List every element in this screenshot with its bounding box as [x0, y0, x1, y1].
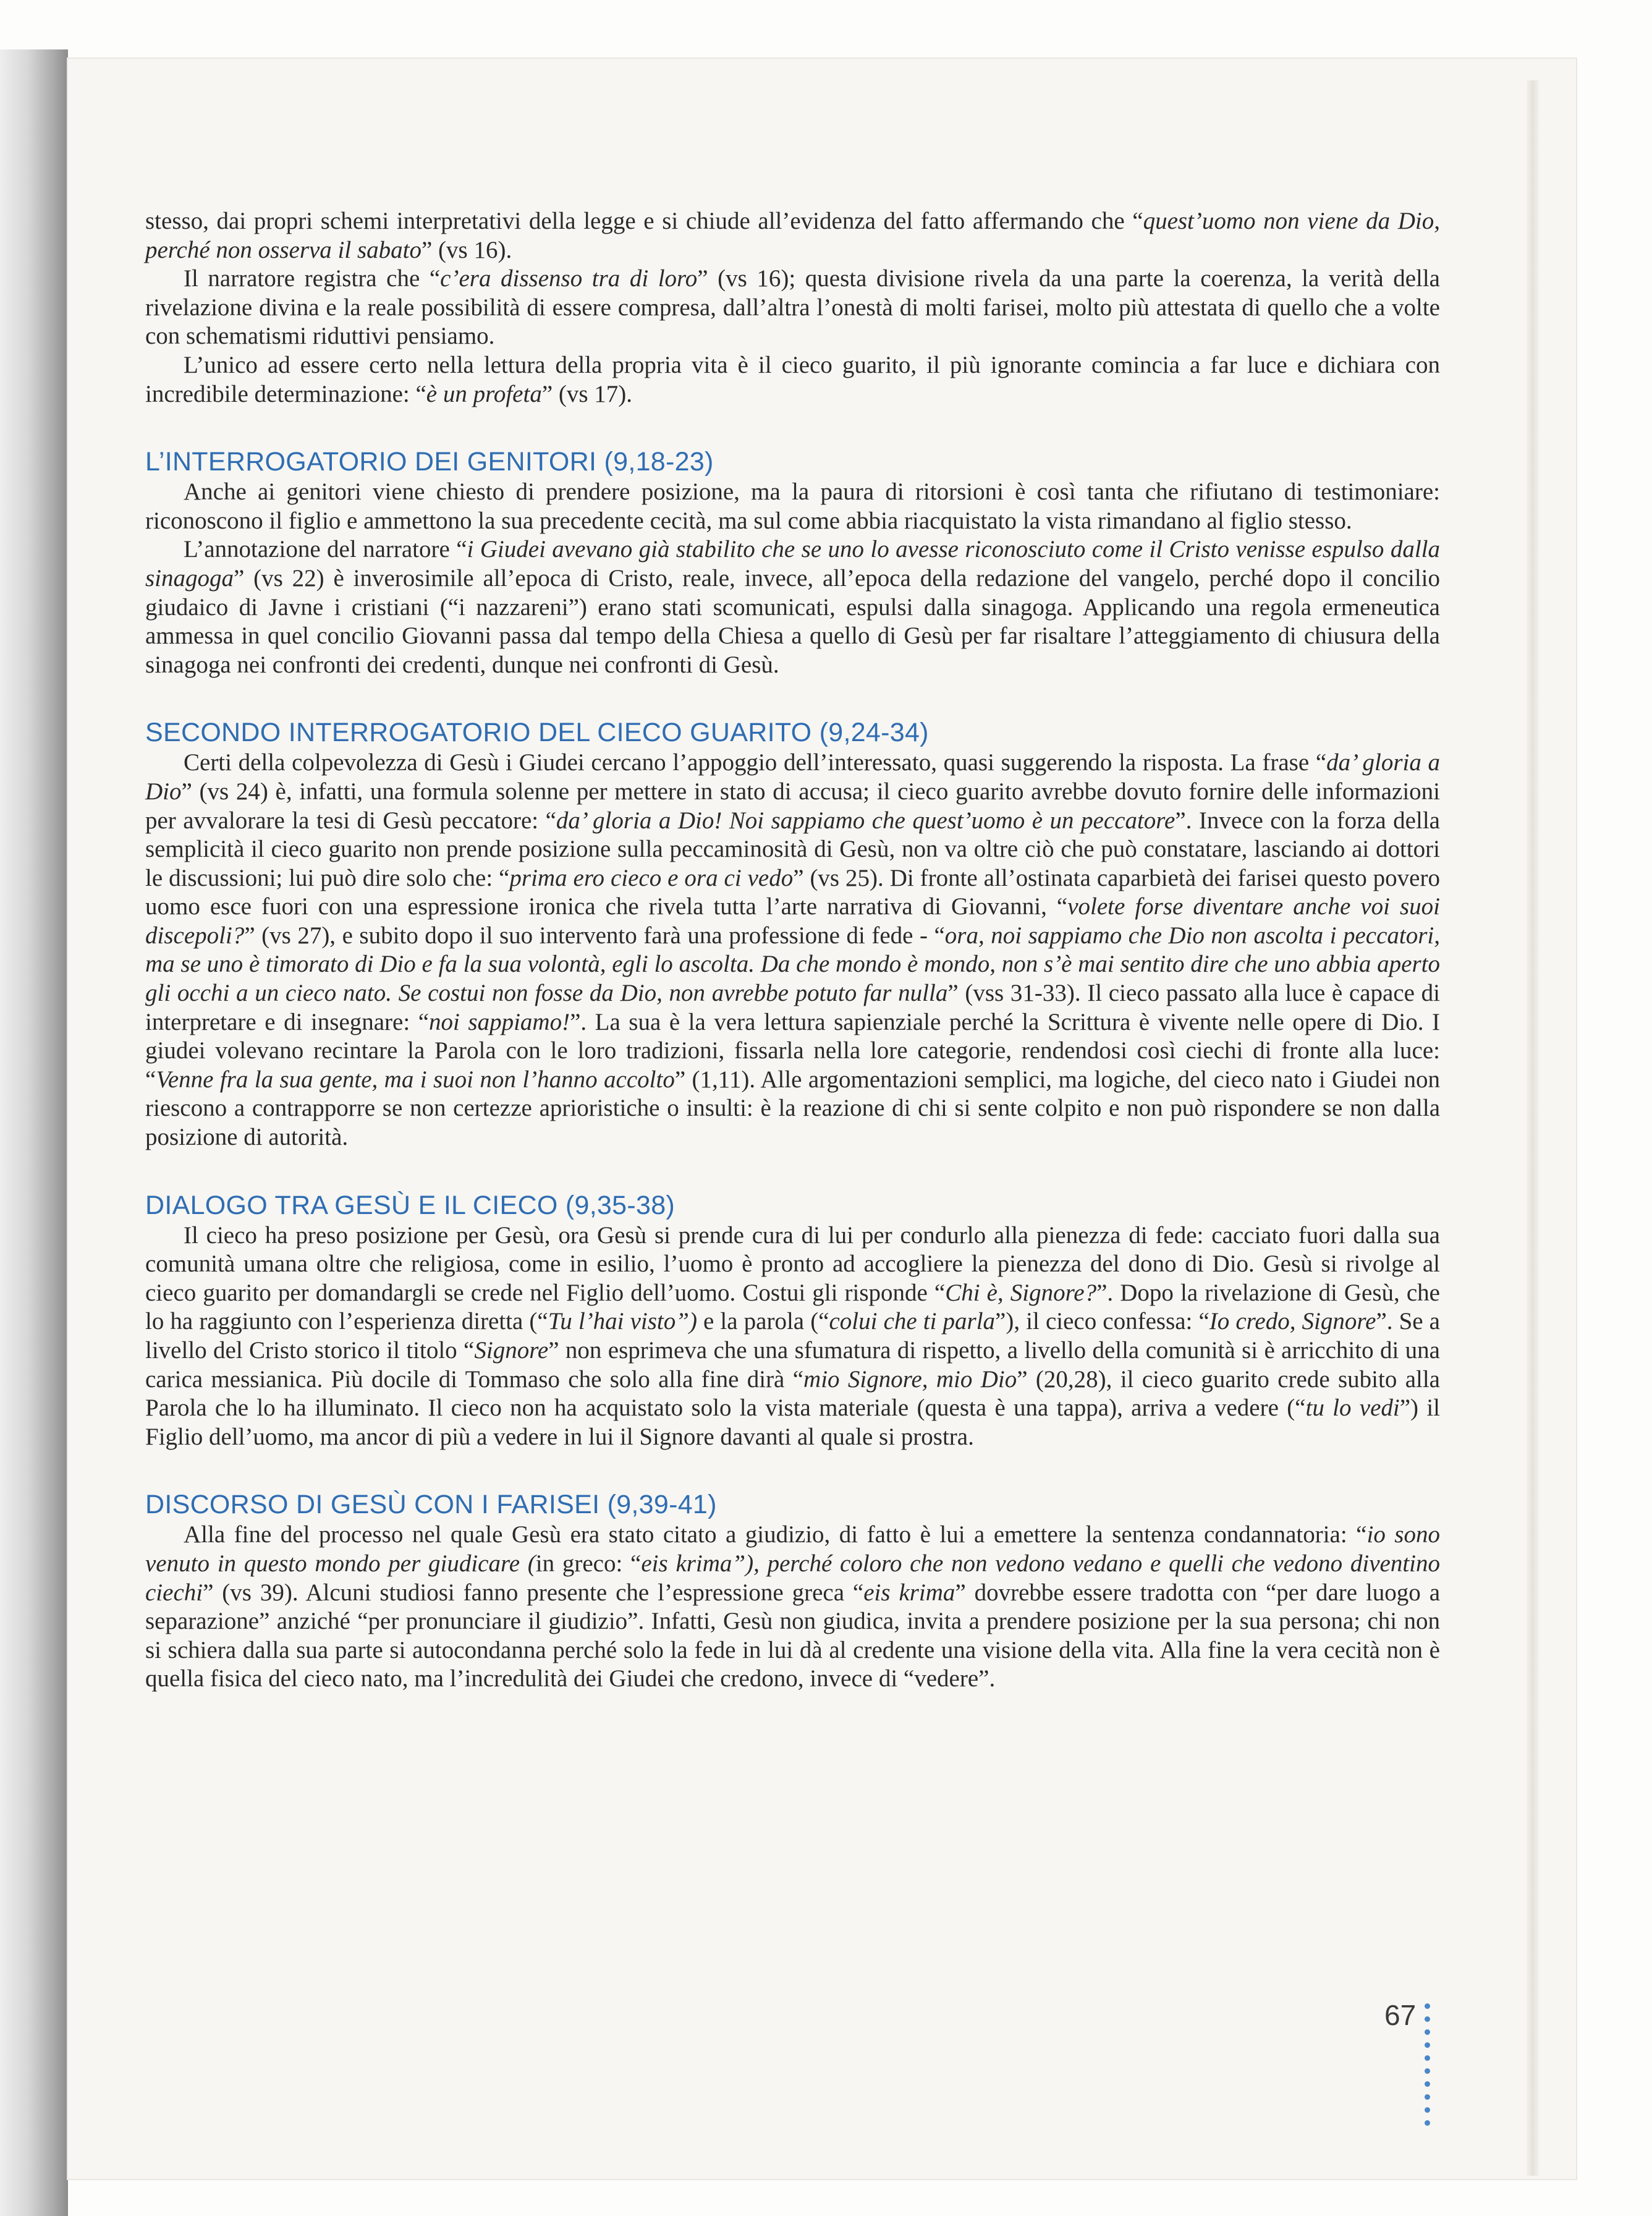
page-footer [1384, 2000, 1430, 2133]
paragraph: Certi della colpevolezza di Gesù i Giudei cercano l’appoggio dell’interessato, quasi suggerendo la risposta. La frase “da’ gloria a Dio” (vs 24) è, infatti, una formula solenne per mettere in stato di accusa; il cieco guarito avrebbe dovuto fornire delle informazioni per avvalorare la tesi di Gesù peccatore: “da’ gloria a Dio! Noi sappiamo che quest’uomo è un peccatore”. Invece con la forza della semplicità il cieco guarito non prende posizione sulla peccaminosità di Gesù, non va oltre ciò che può constatare, lasciando ai dottori le discussioni; lui può dire solo che: “prima ero cieco e ora ci vedo” (vs 25). Di fronte all’ostinata caparbietà dei farisei questo povero uomo esce fuori con una espressione ironica che rivela tutta l’arte narrativa di Giovanni, “volete forse diventare anche voi suoi discepoli?” (vs 27), e subito dopo il suo intervento farà una professione di fede - “ora, noi sappiamo che Dio non ascolta i peccatori, ma se uno è timorato di Dio e fa la sua volontà, egli lo ascolta. Da che mondo è mondo, non s’è mai sentito dire che uno abbia aperto gli occhi a un cieco nato. Se costui non fosse da Dio, non avrebbe potuto far nulla” (vss 31-33). Il cieco passato alla luce è capace di interpretare e di insegnare: “noi sappiamo!”. La sua è la vera lettura sapienziale perché la Scrittura è vivente nelle opere di Dio. I giudei volevano recintare la Parola con le loro tradizioni, fissarla nella lore categorie, rendendosi così ciechi di fronte alla luce: “Venne fra la sua gente, ma i suoi non l’hanno accolto” (1,11). Alle argomentazioni semplici, ma logiche, del cieco nato i Giudei non riescono a contrapporre se non certezze aprioristiche o insulti: è la reazione di chi si sente colpito e non può rispondere se non dalla posizione di autorità. [145, 749, 1441, 1151]
section-heading: DIALOGO TRA GESÙ E IL CIECO (9,35-38) [145, 1190, 676, 1220]
page-number: 67 [1384, 1999, 1417, 2031]
paragraph: stesso, dai propri schemi interpretativi della legge e si chiude all’evidenza del fatto affermando che “quest’uomo non viene da Dio, perché non osserva il sabato” (vs 16). [145, 208, 1440, 263]
paragraph: L’unico ad essere certo nella lettura della propria vita è il cieco guarito, il più ignorante comincia a far luce e dichiara con incredibile determinazione: “è un profeta” (vs 17). [145, 351, 1440, 407]
paragraph: Anche ai genitori viene chiesto di prendere posizione, ma la paura di ritorsioni è così tanta che rifiutano di testimoniare: riconoscono il figlio e ammettono la sua precedente cecità, ma sul come abbia riacquistato la vista rimandano al figlio stesso. [145, 478, 1440, 534]
decorative-dot [1425, 2068, 1430, 2074]
decorative-dot [1425, 2029, 1430, 2035]
decorative-dot [1425, 2042, 1430, 2048]
decorative-dot [1425, 2120, 1430, 2126]
paragraph: Il cieco ha preso posizione per Gesù, ora Gesù si prende cura di lui per condurlo alla pienezza di fede: cacciato fuori dalla sua comunità umana oltre che religiosa, come in esilio, l’uomo è pronto ad accogliere la pienezza del dono di Dio. Gesù si rivolge al cieco guarito per domandargli se crede nel Figlio dell’uomo. Costui gli risponde “Chi è, Signore?”. Dopo la rivelazione di Gesù, che lo ha raggiunto con l’esperienza diretta (“Tu l’hai visto”) e la parola (“colui che ti parla”), il cieco confessa: “Io credo, Signore”. Se a livello del Cristo storico il titolo “Signore” non esprimeva che una sfumatura di rispetto, a livello della comunità si è arricchito di una carica messianica. Più docile di Tommaso che solo alla fine dirà “mio Signore, mio Dio” (20,28), il cieco guarito crede subito alla Parola che lo ha illuminato. Il cieco non ha acquistato solo la vista materiale (questa è una tappa), arriva a vedere (“tu lo vedi”) il Figlio dell’uomo, ma ancor di più a vedere in lui il Signore davanti al quale si prostra. [145, 1221, 1440, 1450]
section-heading: DISCORSO DI GESÙ CON I FARISEI (9,39-41) [145, 1490, 717, 1520]
paragraph: Alla fine del processo nel quale Gesù era stato citato a giudizio, di fatto è lui a emettere la sentenza condannatoria: “io sono venuto in questo mondo per giudicare (in greco: “eis krima”), perché coloro che non vedono vedano e quelli che vedono diventino ciechi” (vs 39). Alcuni studiosi fanno presente che l’espressione greca “eis krima” dovrebbe essere tradotta con “per dare luogo a separazione” anziché “per pronunciare il giudizio”. Infatti, Gesù non giudica, invita a prendere posizione per la sua persona; chi non si schiera dalla sua parte si autocondanna perché solo la fede in lui dà al credente una visione della vita. Alla fine la vera cecità non è quella fisica del cieco nato, ma l’incredulità dei Giudei che credono, invece di “vedere”. [145, 1521, 1441, 1692]
decorative-dot [1425, 2016, 1430, 2022]
section-heading: SECONDO INTERROGATORIO DEL CIECO GUARITO (9,24-34) [145, 718, 929, 748]
decorative-dot [1425, 2081, 1430, 2087]
decorative-dot [1425, 2003, 1430, 2009]
article-body [145, 207, 1440, 1694]
section-heading: L’INTERROGATORIO DEI GENITORI (9,18-23) [145, 447, 714, 477]
binding-fold [0, 49, 68, 2216]
paragraph: Il narratore registra che “c’era dissenso tra di loro” (vs 16); questa divisione rivela da una parte la coerenza, la verità della rivelazione divina e la reale possibilità di essere compresa, dall’altra l’onestà di molti farisei, molto più attestata di quello che a volte con schematismi riduttivi pensiamo. [145, 265, 1440, 350]
paragraph: L’annotazione del narratore “i Giudei avevano già stabilito che se uno lo avesse riconosciuto come il Cristo venisse espulso dalla sinagoga” (vs 22) è inverosimile all’epoca di Cristo, reale, invece, all’epoca della redazione del vangelo, perché dopo il concilio giudaico di Javne i cristiani (“i nazzareni”) erano stati scomunicati, espulsi dalla sinagoga. Applicando una regola ermeneutica ammessa in quel concilio Giovanni passa dal tempo della Chiesa a quello di Gesù per far risaltare l’atteggiamento di chiusura della sinagoga nei confronti dei credenti, dunque nei confronti di Gesù. [145, 536, 1440, 678]
decorative-dot [1425, 2107, 1430, 2113]
decorative-dot [1425, 2055, 1430, 2061]
decorative-dot [1425, 2094, 1430, 2100]
decorative-dots [1425, 2003, 1430, 2133]
page-edge [1527, 80, 1539, 2176]
